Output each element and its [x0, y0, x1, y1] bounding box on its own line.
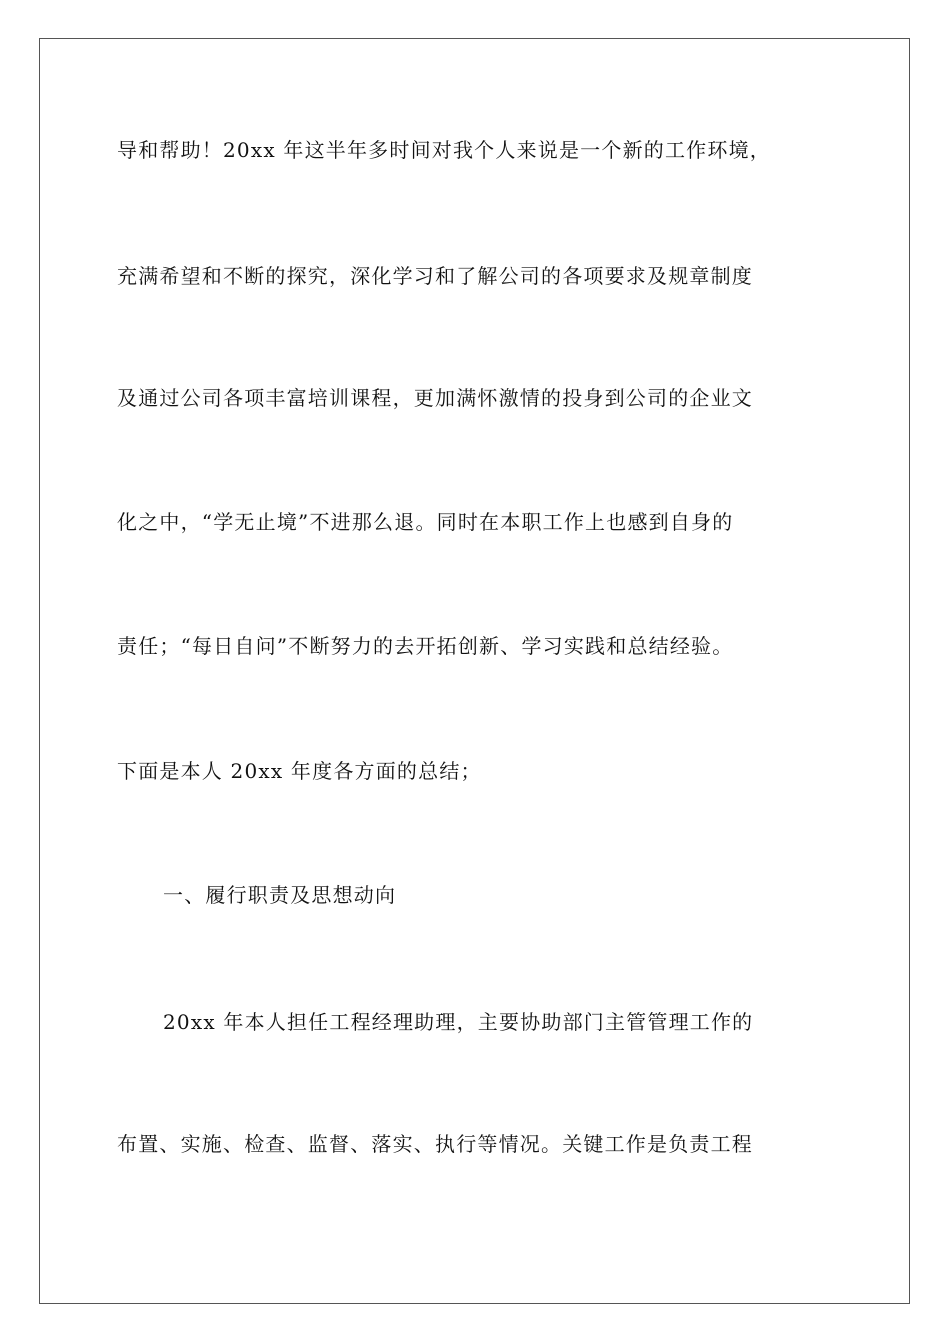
paragraph-line-6: 下面是本人 20xx 年度各方面的总结；: [117, 759, 482, 783]
paragraph-line-1: 导和帮助！20xx 年这半年多时间对我个人来说是一个新的工作环境，: [117, 138, 771, 162]
section-heading: 一、履行职责及思想动向: [163, 883, 397, 907]
paragraph-line-5: 责任；“每日自问”不断努力的去开拓创新、学习实践和总结经验。: [117, 634, 734, 658]
page-frame: [39, 38, 910, 1304]
paragraph-line-9: 布置、实施、检查、监督、落实、执行等情况。关键工作是负责工程: [117, 1132, 753, 1156]
paragraph-line-2: 充满希望和不断的探究，深化学习和了解公司的各项要求及规章制度: [117, 264, 753, 288]
paragraph-line-3: 及通过公司各项丰富培训课程，更加满怀激情的投身到公司的企业文: [117, 386, 753, 410]
paragraph-line-4: 化之中，“学无止境”不进那么退。同时在本职工作上也感到自身的: [117, 510, 734, 534]
paragraph-line-8: 20xx 年本人担任工程经理助理，主要协助部门主管管理工作的: [163, 1010, 754, 1034]
